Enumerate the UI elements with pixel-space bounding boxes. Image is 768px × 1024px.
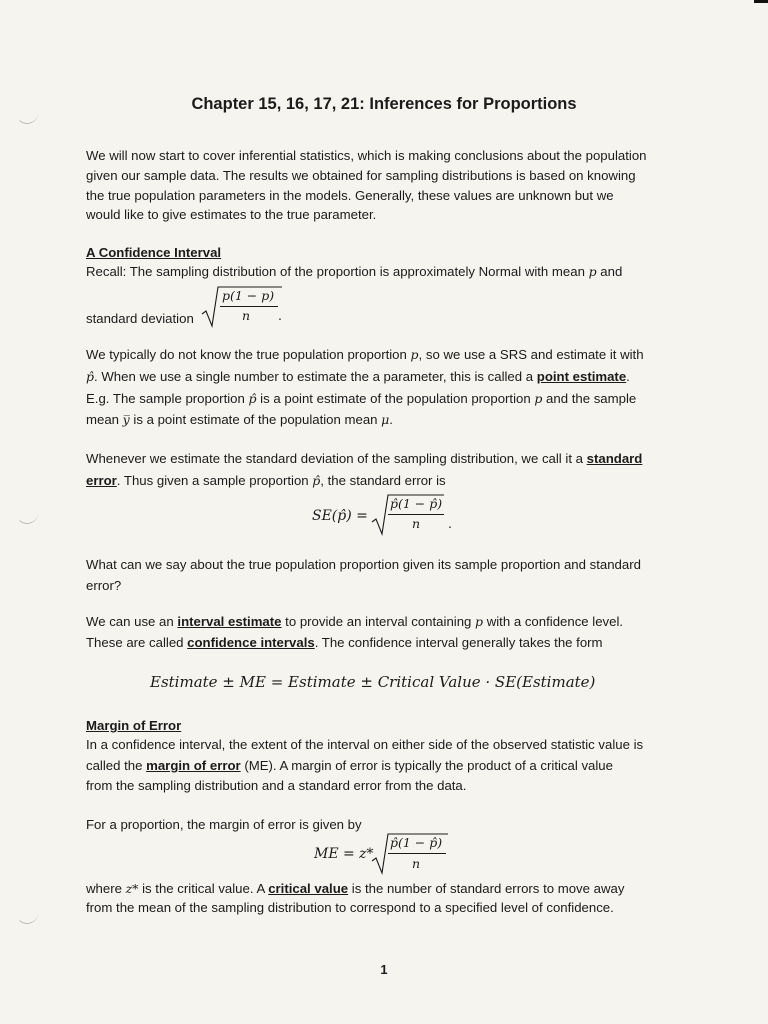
formula-period: . xyxy=(278,308,282,323)
text: is a point estimate of the population mean xyxy=(129,412,382,427)
term-margin-of-error: margin of error xyxy=(146,758,241,773)
me-formula-lhs: ME = z* xyxy=(314,846,374,862)
fraction-bar xyxy=(388,853,446,854)
intro-line-2: given our sample data. The results we obtained for sampling distributions is based on knowing xyxy=(86,168,636,183)
term-standard-error: standard xyxy=(586,451,643,466)
where-para-line-1 xyxy=(86,879,624,899)
math-mu: μ xyxy=(381,412,390,427)
punch-hole-mark xyxy=(16,912,38,924)
text: . xyxy=(389,412,393,427)
text: to provide an interval containing xyxy=(281,614,476,629)
text: , the standard error is xyxy=(320,473,446,488)
text: is the critical value. A xyxy=(138,881,269,896)
term-standard-error-cont: error xyxy=(86,473,117,488)
punch-hole-mark xyxy=(16,512,38,524)
se-denominator: n xyxy=(412,516,421,531)
interval-para-line-2 xyxy=(86,633,603,653)
se-formula-sqrt xyxy=(370,492,454,536)
proportion-me-line: For a proportion, the margin of error is given by xyxy=(86,817,362,832)
text: is a point estimate of the population proportion xyxy=(256,391,535,406)
me-formula-sqrt xyxy=(370,831,454,875)
term-interval-estimate: interval estimate xyxy=(177,614,282,629)
term-point-estimate: point estimate xyxy=(536,369,627,384)
text: mean xyxy=(86,412,123,427)
question-line-1: What can we say about the true population proportion given its sample proportion and standard xyxy=(86,557,641,572)
point-para-line-1 xyxy=(86,345,644,365)
math-y-bar: y̅ xyxy=(122,412,130,427)
intro-line-1: We will now start to cover inferential statistics, which is making conclusions about the population xyxy=(86,148,647,163)
recall-line xyxy=(86,262,622,282)
std-dev-denominator: n xyxy=(242,308,251,323)
where-para-line-2: from the mean of the sampling distribution to correspond to a specified level of confidence. xyxy=(86,900,614,915)
intro-line-3: the true population parameters in the models. Generally, these values are unknown but we xyxy=(86,188,614,203)
page-title: Chapter 15, 16, 17, 21: Inferences for Proportions xyxy=(191,95,577,113)
me-para-line-3: from the sampling distribution and a standard error from the data. xyxy=(86,778,467,793)
text: with a confidence level. xyxy=(483,614,624,629)
std-dev-formula xyxy=(200,284,284,328)
me-numerator: p̂(1 − p̂) xyxy=(390,835,443,850)
text: We can use an xyxy=(86,614,178,629)
std-dev-numerator: p(1 − p) xyxy=(222,288,275,303)
text: called the xyxy=(86,758,147,773)
math-p: p xyxy=(410,347,419,362)
std-dev-label: standard deviation xyxy=(86,311,194,326)
math-p: p xyxy=(534,391,543,406)
se-formula-lhs: SE(p̂) = xyxy=(312,508,368,524)
text: . When we use a single number to estimate the a parameter, this is called a xyxy=(94,369,537,384)
fraction-bar xyxy=(388,514,444,515)
text: . Thus given a sample proportion xyxy=(116,473,313,488)
question-line-2: error? xyxy=(86,578,122,593)
se-para-line-1 xyxy=(86,449,642,469)
interval-para-line-1 xyxy=(86,612,623,632)
me-para-line-2 xyxy=(86,756,613,776)
me-denominator: n xyxy=(412,856,421,871)
recall-text-end: and xyxy=(596,264,623,279)
math-z-star: z* xyxy=(125,881,139,896)
term-confidence-intervals: confidence intervals xyxy=(187,635,315,650)
text: (ME). A margin of error is typically the product of a critical value xyxy=(240,758,613,773)
math-p-hat: p̂ xyxy=(86,369,95,384)
math-p-hat: p̂ xyxy=(248,391,257,406)
me-para-line-1: In a confidence interval, the extent of the interval on either side of the observed statistic value is xyxy=(86,737,644,752)
ci-general-formula: Estimate ± ME = Estimate ± Critical Value · SE(Estimate) xyxy=(150,673,596,691)
scan-corner-mark xyxy=(754,0,768,3)
text: . The confidence interval generally takes the form xyxy=(314,635,603,650)
se-numerator: p̂(1 − p̂) xyxy=(390,496,443,511)
text: E.g. The sample proportion xyxy=(86,391,249,406)
fraction-bar xyxy=(220,306,278,307)
section-heading-confidence-interval: A Confidence Interval xyxy=(86,245,222,260)
math-p-hat: p̂ xyxy=(312,473,321,488)
point-para-line-4 xyxy=(86,410,393,430)
text: is the number of standard errors to move away xyxy=(348,881,625,896)
text: , so we use a SRS and estimate it with xyxy=(418,347,644,362)
point-para-line-3 xyxy=(86,389,636,409)
se-para-line-2 xyxy=(86,471,446,491)
formula-period: . xyxy=(448,516,452,531)
text: We typically do not know the true population proportion xyxy=(86,347,411,362)
point-para-line-2 xyxy=(86,367,630,387)
text: Whenever we estimate the standard deviation of the sampling distribution, we call it a xyxy=(86,451,587,466)
recall-text: Recall: The sampling distribution of the proportion is approximately Normal with mean xyxy=(86,264,589,279)
page-number: 1 xyxy=(380,962,388,977)
text: and the sample xyxy=(542,391,637,406)
math-p: p xyxy=(588,264,597,279)
term-critical-value: critical value xyxy=(268,881,349,896)
text: These are called xyxy=(86,635,188,650)
section-heading-margin-of-error: Margin of Error xyxy=(86,718,182,733)
math-p: p xyxy=(475,614,484,629)
text: . xyxy=(626,369,630,384)
text: where xyxy=(86,881,126,896)
intro-line-4: would like to give estimates to the true parameter. xyxy=(86,207,377,222)
